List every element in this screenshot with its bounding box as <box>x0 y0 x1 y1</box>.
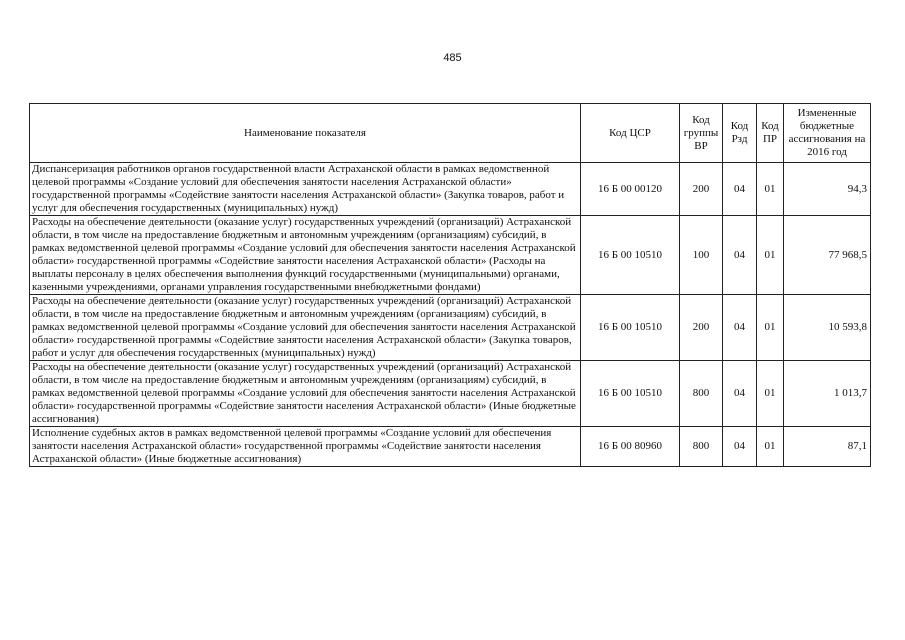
row-csr-code: 16 Б 00 10510 <box>581 216 680 295</box>
row-vr-code: 800 <box>680 427 723 467</box>
row-pr-code: 01 <box>757 163 784 216</box>
table-row <box>30 163 871 216</box>
budget-table <box>29 103 871 467</box>
table-row <box>30 427 871 467</box>
row-vr-code: 200 <box>680 163 723 216</box>
row-rzd-code: 04 <box>723 295 757 361</box>
page-number: 485 <box>443 52 462 64</box>
row-vr-code: 800 <box>680 361 723 427</box>
row-name: Расходы на обеспечение деятельности (оказание услуг) государственных учреждений (организаций) Астраханской области, в том числе на предоставление бюджетным и автономным учреждениям (организациям) субсидий, в рамках ведомственной целевой программы «Создание условий для обеспечения занятости населения Астраханской области» государственной программы «Содействие занятости населения Астраханской области» (Иные бюджетные ассигнования) <box>30 361 581 427</box>
row-amount: 87,1 <box>784 427 871 467</box>
row-amount: 1 013,7 <box>784 361 871 427</box>
header-vr-code: Код группы ВР <box>680 104 723 163</box>
row-amount: 77 968,5 <box>784 216 871 295</box>
row-pr-code: 01 <box>757 295 784 361</box>
row-csr-code: 16 Б 00 00120 <box>581 163 680 216</box>
table-row <box>30 361 871 427</box>
header-pr-code: Код ПР <box>757 104 784 163</box>
row-name: Диспансеризация работников органов государственной власти Астраханской области в рамках ведомственной целевой программы «Создание условий для обеспечения занятости населения Астраханской области» государственной программы «Содействие занятости населения Астраханской области» (Закупка товаров, работ и услуг для обеспечения государственных (муниципальных) нужд) <box>30 163 581 216</box>
table-header-row <box>30 104 871 163</box>
row-amount: 10 593,8 <box>784 295 871 361</box>
row-name: Расходы на обеспечение деятельности (оказание услуг) государственных учреждений (организаций) Астраханской области, в том числе на предоставление бюджетным и автономным учреждениям (организациям) субсидий, в рамках ведомственной целевой программы «Создание условий для обеспечения занятости населения Астраханской области» государственной программы «Содействие занятости населения Астраханской области» (Закупка товаров, работ и услуг для обеспечения государственных (муниципальных) нужд) <box>30 295 581 361</box>
row-vr-code: 100 <box>680 216 723 295</box>
header-csr-code: Код ЦСР <box>581 104 680 163</box>
row-name: Расходы на обеспечение деятельности (оказание услуг) государственных учреждений (организаций) Астраханской области, в том числе на предоставление бюджетным и автономным учреждениям (организациям) субсидий, в рамках ведомственной целевой программы «Создание условий для обеспечения занятости населения Астраханской области» государственной программы «Содействие занятости населения Астраханской области» (Расходы на выплаты персоналу в целях обеспечения выполнения функций государственными (муниципальными) органами, казенными учреждениями, органами управления государственными внебюджетными фондами) <box>30 216 581 295</box>
row-rzd-code: 04 <box>723 163 757 216</box>
row-csr-code: 16 Б 00 80960 <box>581 427 680 467</box>
header-amount: Измененные бюджетные ассигнования на 2016 год <box>784 104 871 163</box>
header-rzd-code: Код Рзд <box>723 104 757 163</box>
row-pr-code: 01 <box>757 361 784 427</box>
row-rzd-code: 04 <box>723 361 757 427</box>
row-csr-code: 16 Б 00 10510 <box>581 295 680 361</box>
row-name: Исполнение судебных актов в рамках ведомственной целевой программы «Создание условий для обеспечения занятости населения Астраханской области» государственной программы «Содействие занятости населения Астраханской области» (Иные бюджетные ассигнования) <box>30 427 581 467</box>
row-csr-code: 16 Б 00 10510 <box>581 361 680 427</box>
row-vr-code: 200 <box>680 295 723 361</box>
row-amount: 94,3 <box>784 163 871 216</box>
row-pr-code: 01 <box>757 427 784 467</box>
row-rzd-code: 04 <box>723 216 757 295</box>
table-row <box>30 216 871 295</box>
row-pr-code: 01 <box>757 216 784 295</box>
header-name: Наименование показателя <box>30 104 581 163</box>
row-rzd-code: 04 <box>723 427 757 467</box>
table-row <box>30 295 871 361</box>
